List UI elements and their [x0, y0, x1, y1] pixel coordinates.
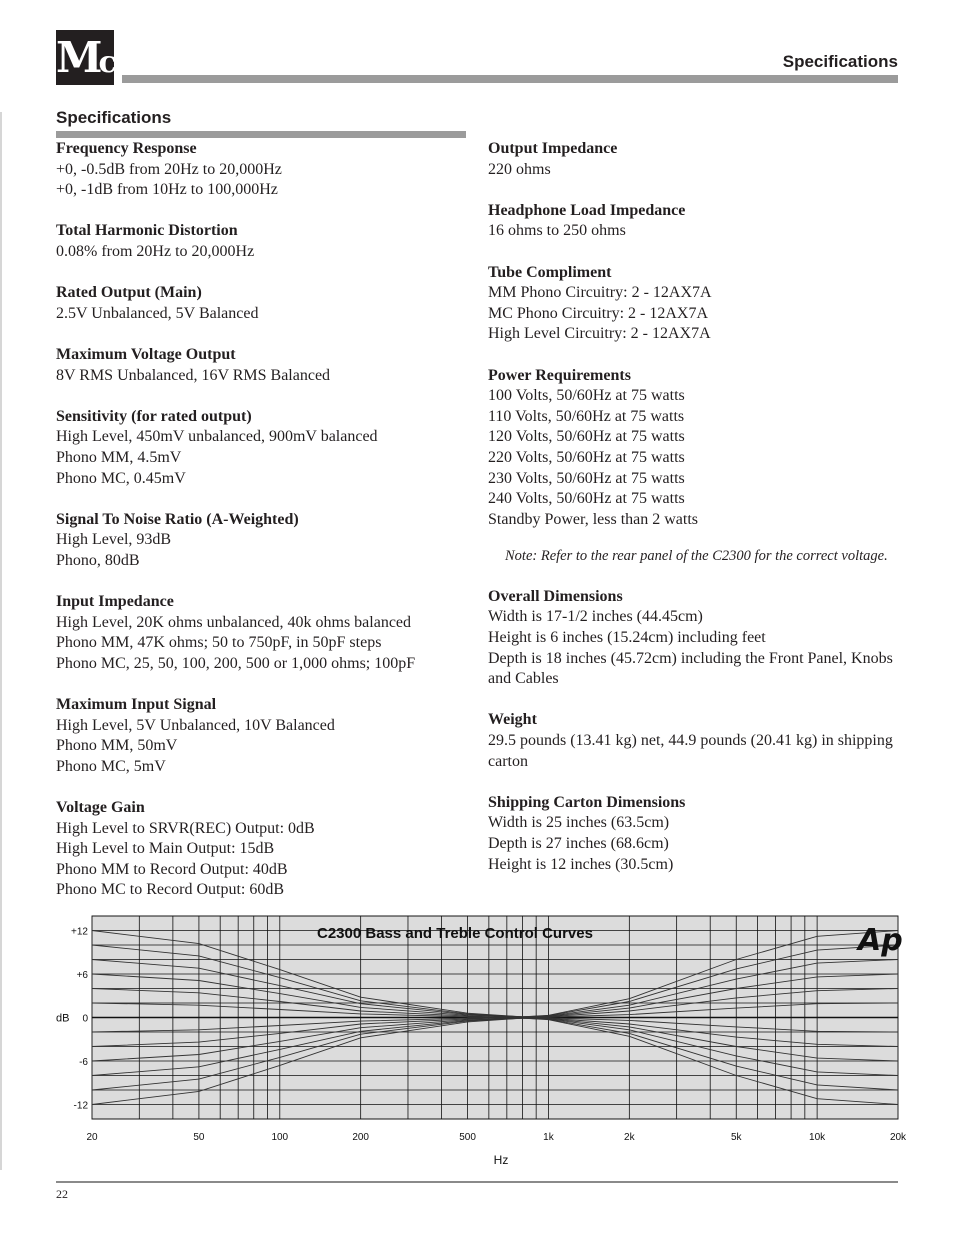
spec-heading: Tube Compliment — [488, 263, 612, 281]
spec-block — [56, 221, 476, 262]
spec-block — [56, 407, 476, 489]
spec-block — [56, 592, 476, 674]
footer-rule — [56, 1181, 898, 1183]
chart-x-tick-label: 5k — [730, 1132, 742, 1143]
spec-heading: Rated Output (Main) — [56, 284, 202, 302]
spec-block — [56, 695, 476, 777]
page-edge-line — [0, 112, 2, 1170]
spec-block — [56, 510, 476, 572]
spec-line: Depth is 27 inches (68.6cm) — [488, 835, 669, 852]
header-title: Specifications — [782, 52, 898, 71]
spec-line: 120 Volts, 50/60Hz at 75 watts — [488, 428, 685, 446]
spec-heading: Total Harmonic Distortion — [56, 222, 238, 240]
chart-y-label: dB — [56, 1012, 70, 1025]
chart-x-tick-label: 10k — [809, 1132, 826, 1143]
spec-block — [488, 366, 898, 531]
spec-note: Note: Refer to the rear panel of the C2300 for the correct voltage. — [505, 547, 888, 564]
spec-block — [488, 263, 898, 345]
spec-line: 0.08% from 20Hz to 20,000Hz — [56, 242, 255, 260]
spec-line: High Level, 93dB — [56, 531, 172, 549]
spec-line: Phono MC, 5mV — [56, 757, 166, 775]
spec-line: Depth is 18 inches (45.72cm) including the Front Panel, Knobs and Cables — [488, 649, 893, 688]
spec-heading: Shipping Carton Dimensions — [488, 793, 686, 811]
header-rule — [122, 75, 898, 83]
spec-line: Phono MM, 4.5mV — [56, 448, 182, 466]
spec-line: 29.5 pounds (13.41 kg) net, 44.9 pounds (20.41 kg) in shipping carton — [488, 732, 893, 770]
chart-svg — [50, 912, 910, 1172]
mcintosh-logo: Mc — [56, 30, 114, 85]
page-number: 22 — [56, 1187, 68, 1201]
spec-line: High Level Circuitry: 2 - 12AX7A — [488, 325, 711, 343]
spec-line: 220 Volts, 50/60Hz at 75 watts — [488, 448, 685, 466]
spec-line: Width is 17-1/2 inches (44.45cm) — [488, 608, 703, 626]
spec-line: Phono MM to Record Output: 40dB — [56, 860, 288, 878]
specs-left-column — [56, 139, 476, 922]
chart-title: C2300 Bass and Treble Control Curves — [317, 925, 593, 942]
spec-heading: Overall Dimensions — [488, 587, 623, 605]
spec-line: 16 ohms to 250 ohms — [488, 222, 626, 240]
section-title: Specifications — [56, 108, 172, 127]
spec-line: Phono MC, 0.45mV — [56, 469, 186, 487]
spec-block — [56, 345, 476, 386]
spec-line: 2.5V Unbalanced, 5V Balanced — [56, 304, 259, 322]
spec-line: High Level to SRVR(REC) Output: 0dB — [56, 819, 315, 837]
chart-y-tick-label: -6 — [79, 1057, 88, 1068]
spec-block — [56, 139, 476, 201]
spec-line: 8V RMS Unbalanced, 16V RMS Balanced — [56, 366, 331, 384]
chart-y-tick-label: +6 — [76, 970, 88, 981]
spec-line: +0, -0.5dB from 20Hz to 20,000Hz — [56, 160, 282, 178]
spec-line: Phono MC, 25, 50, 100, 200, 500 or 1,000 ohms; 100pF — [56, 654, 416, 672]
spec-block — [488, 587, 898, 690]
section-rule — [56, 131, 466, 138]
spec-line: Height is 12 inches (30.5cm) — [488, 855, 674, 873]
spec-line: Width is 25 inches (63.5cm) — [488, 814, 670, 832]
spec-heading: Output Impedance — [488, 140, 618, 157]
chart-x-label: Hz — [493, 1153, 509, 1167]
chart-x-tick-label: 100 — [271, 1132, 289, 1143]
spec-line: 240 Volts, 50/60Hz at 75 watts — [488, 490, 685, 508]
spec-heading: Maximum Input Signal — [56, 696, 217, 714]
spec-block — [56, 283, 476, 324]
spec-line: 220 ohms — [488, 160, 551, 178]
spec-heading: Weight — [488, 711, 537, 729]
tone-control-chart — [50, 912, 910, 1172]
spec-heading: Frequency Response — [56, 140, 197, 157]
chart-x-tick-label: 200 — [352, 1132, 370, 1143]
chart-y-tick-label: 0 — [82, 1013, 88, 1025]
spec-line: 110 Volts, 50/60Hz at 75 watts — [488, 407, 685, 425]
spec-block — [488, 139, 898, 180]
spec-line: Phono MM, 47K ohms; 50 to 750pF, in 50pF steps — [56, 634, 382, 652]
spec-line: MM Phono Circuitry: 2 - 12AX7A — [488, 284, 712, 302]
spec-line: +0, -1dB from 10Hz to 100,000Hz — [56, 181, 278, 199]
chart-x-tick-label: 20k — [889, 1132, 907, 1143]
spec-line: Phono MM, 50mV — [56, 737, 178, 755]
spec-line: Phono MC to Record Output: 60dB — [56, 881, 285, 899]
spec-line: High Level, 20K ohms unbalanced, 40k ohms balanced — [56, 613, 412, 631]
spec-line: MC Phono Circuitry: 2 - 12AX7A — [488, 304, 708, 322]
spec-heading: Maximum Voltage Output — [56, 345, 236, 363]
chart-x-tick-label: 20 — [86, 1132, 98, 1143]
spec-heading: Voltage Gain — [56, 799, 145, 816]
spec-line: 230 Volts, 50/60Hz at 75 watts — [488, 469, 685, 487]
chart-brand-mark: Ap — [858, 923, 903, 958]
chart-y-tick-label: -12 — [73, 1100, 88, 1112]
spec-block — [488, 793, 898, 875]
spec-heading: Headphone Load Impedance — [488, 201, 686, 219]
specs-right-column — [488, 139, 898, 896]
spec-heading: Power Requirements — [488, 366, 631, 384]
chart-x-tick-label: 2k — [624, 1132, 635, 1143]
spec-line: 100 Volts, 50/60Hz at 75 watts — [488, 387, 685, 405]
spec-heading: Sensitivity (for rated output) — [56, 407, 252, 425]
spec-block — [56, 798, 476, 901]
spec-heading: Input Impedance — [56, 593, 174, 611]
spec-heading: Signal To Noise Ratio (A-Weighted) — [56, 510, 299, 528]
spec-line: High Level, 450mV unbalanced, 900mV balanced — [56, 428, 378, 446]
chart-x-tick-label: 50 — [193, 1132, 205, 1143]
spec-line: Height is 6 inches (15.24cm) including feet — [488, 629, 766, 647]
spec-block — [488, 710, 898, 772]
spec-line: Standby Power, less than 2 watts — [488, 510, 699, 528]
spec-line: High Level to Main Output: 15dB — [56, 840, 275, 858]
chart-x-tick-label: 500 — [459, 1132, 476, 1143]
chart-x-tick-label: 1k — [543, 1132, 554, 1143]
spec-block — [488, 201, 898, 242]
chart-y-tick-label: +12 — [71, 926, 88, 938]
spec-line: High Level, 5V Unbalanced, 10V Balanced — [56, 716, 335, 734]
spec-line: Phono, 80dB — [56, 551, 140, 569]
